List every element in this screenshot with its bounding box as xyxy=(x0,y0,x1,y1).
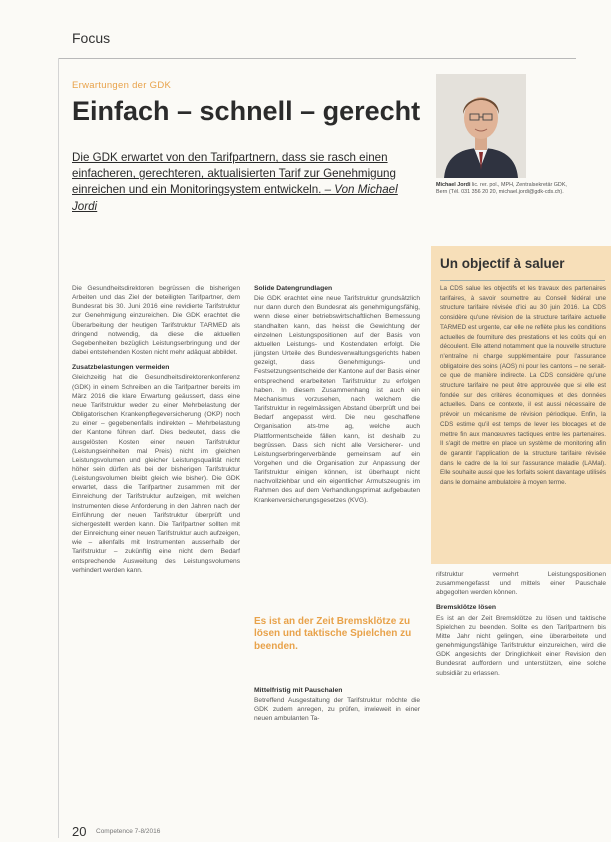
author-portrait-icon xyxy=(436,74,526,178)
sidebar-body: La CDS salue les objectifs et les travaux des partenaires tarifaires, à savoir soumettre au Conseil fédéral une structure tarifaire révisée d'ici au 30 juin 2016. La CDS considère qu'une révision de la structure tarifaire actuelle TARMED est urgente, car elle ne reflète plus les conditions actuelles de fourniture des prestations et les coûts qui en découlent. Elle attend notamment que la nouvelle structure n'entraîne ni charge supplémentaire pour l'assurance obligatoire des soins (AOS) ni pour les cantons – ne serait-ce que de manière indirecte. La CDS considère qu'une structure tarifaire ne peut être approuvée que si elle est fondée sur des critères économiques et des données actuelles. Dans ce contexte, il est aussi nécessaire de prévoir un mécanisme de révision périodique. Enfin, la CDS estime qu'il est temps de lever les blocages et de mettre fin aux manœuvres tactiques entre les partenaires. Il s'agit de mettre en place un système de monitoring afin de garantir l'application de la structure tarifaire révisée dans le cadre de la loi sur l'assurance maladie (LAMal). Elle souhaite aussi que les forfaits soient davantage utilisés dans le domaine ambulatoire à moyen terme. xyxy=(440,285,606,487)
column-1 xyxy=(72,284,240,579)
byline: – Von Michael Jordi xyxy=(72,183,398,213)
col2-subheading-2: Mittelfristig mit Pauschalen xyxy=(254,687,343,694)
col3-paragraph-1: rifstruktur vermehrt Leistungspositionen zusammengefasst und mittels einer Pauschale abgegolten werden können. xyxy=(436,571,606,597)
article-kicker: Erwartungen der GDK xyxy=(72,80,172,91)
col2-paragraph-2: Betreffend Ausgestaltung der Tarifstruktur möchte die GDK zudem anregen, zu prüfen, inwieweit in einer neuen ambulanten Ta- xyxy=(254,697,420,723)
header-rule xyxy=(58,58,576,59)
col2-subheading-1: Solide Datengrundlagen xyxy=(254,285,333,292)
caption-details: lic. rer. pol., MPH, Zentralsekretär GDK, Bern (Tél. 031 356 20 20, michael.jordi@gdk-cds.ch). xyxy=(436,182,567,196)
column-2-bottom xyxy=(254,686,420,728)
left-margin-rule xyxy=(58,58,59,838)
article-lead xyxy=(72,150,417,215)
col1-subheading: Zusatzbelastungen vermeiden xyxy=(72,364,170,372)
page-number: 20 xyxy=(72,824,87,839)
pull-quote: Es ist an der Zeit Bremsklötze zu lösen und taktische Spielchen zu beenden. xyxy=(254,616,412,652)
sidebar-title: Un objectif à saluer xyxy=(440,256,565,271)
col3-subheading: Bremsklötze lösen xyxy=(436,604,497,612)
publication-source: Competence 7-8/2016 xyxy=(96,828,161,835)
col1-paragraph-2: Gleichzeitig hat die Gesundheitsdirektorenkonferenz (GDK) in einem Schreiben an die Tarifpartner bereits im März 2016 die klare Erwartung geäussert, dass eine neue Tarifstruktur weder zu einer Mehrbelastung der Obligatorischen Krankenpflegeversicherung (OKP) noch zu einer – gegebenenfalls indirekten – Mehrbelastung der Kantone führen darf. Dies bedeutet, dass die ausgelösten Kosten einer neuen Tarifstruktur (Leistungseinheiten mal Preis) nicht im gleichen Leistungsvolumen und gleicher Leistungsqualität nicht höher sein dürfen als bei der bisherigen Tarifstruktur (Leistungsvolumen bleibt gleich wie bisher). Die GDK erwartet, dass die Tarifpartner zusammen mit der Einreichung der Tarifstruktur aufzeigen, mit welchen Instrumenten diese Anforderung in den Jahren nach der Einführung der neuen Tarifstruktur überprüft und sichergestellt werden kann. Die Tarifpartner sollten mit der Einreichung einer neuen Tarifstruktur auch aufzeigen, wie – allenfalls mit Instrumenten ausserhalb der Tarifstruktur – zukünftig eine nicht dem Bedarf entsprechende Ausweitung des Leistungsvolumens verhindert werden kann. xyxy=(72,374,240,574)
col3-paragraph-2: Es ist an der Zeit Bremsklötze zu lösen und taktische Spielchen zu beenden. Sollte es den Tarifpartnern bis Mitte Jahr nicht gelingen, eine überarbeitete und genehmigungsfähige Tarifstruktur einzureichen, wird die GDK angesichts der Dringlichkeit einer Revision den Bundesrat auffordern und unterstützen, eine solche subsidiär zu erlassen. xyxy=(436,614,606,677)
col2-paragraph-1: Die GDK erachtet eine neue Tarifstruktur grundsätzlich nur dann durch den Bundesrat als genehmigungsfähig, wenn diese einer betriebswirtschaftlichen Bemessung standhalten kann, das heisst die Gewichtung der einzelnen Leistungspositionen auf der Basis von aktuellen Leistungs- und Kostendaten erfolgt. Die jüngsten Urteile des Bundesverwaltungsgerichts haben gezeigt, dass Genehmigungs- und Festsetzungsentscheide der Kantone auf der Basis einer entsprechend erarbeiteten Tarifstruktur zu erfolgen haben. In diesem Zusammenhang ist auch ein Mechanismus vorzusehen, nach welchem die Tarifstruktur in regelmässigen Abstand überprüft und bei Bedarf angepasst wird. Die neu geschaffene Organisation ats-tme ag, welche auch Plattformentscheide fällen kann, ist deshalb zu begrüssen. Dass sich nicht alle Versicherer- und Leistungserbringerverbände gemeinsam auf ein Vorgehen und die Organisation zur Anpassung der Tarifstruktur einigen können, ist überhaupt nicht nachvollziehbar und ein eigentlicher Armutszeugnis im Rahmen des auf dem Verhandlungsprimat aufgebauten Krankenversicherungsgesetzes (KVG). xyxy=(254,295,420,504)
section-title: Focus xyxy=(72,30,111,46)
photo-caption xyxy=(436,182,576,197)
article-headline: Einfach – schnell – gerecht xyxy=(72,96,421,126)
column-3 xyxy=(436,570,606,682)
lead-text: Die GDK erwartet von den Tarifpartnern, dass sie rasch einen einfacheren, gerechteren, aktualisierten Tarif zur Genehmigung einreichen und ein Monitoringsystem entwickeln. xyxy=(72,151,396,197)
col1-paragraph-1: Die Gesundheitsdirektoren begrüssen die bisherigen Arbeiten und das Ziel der beteiligten Tarifpartner, dem Bundesrat bis 30. Juni 2016 eine revidierte Tarifstruktur zur Genehmigung einzureichen. Die GDK erachtet die Überarbeitung der heutigen Tarifstruktur TARMED als dringend notwendig, da diese die aktuellen Gegebenheiten bezüglich Leistungserbringung und der dabei entstehenden Kosten nicht mehr adäquat abbildet. xyxy=(72,285,240,357)
sidebar-divider xyxy=(440,280,605,281)
author-photo xyxy=(436,74,526,178)
column-2 xyxy=(254,284,420,509)
caption-name: Michael Jordi xyxy=(436,182,471,188)
